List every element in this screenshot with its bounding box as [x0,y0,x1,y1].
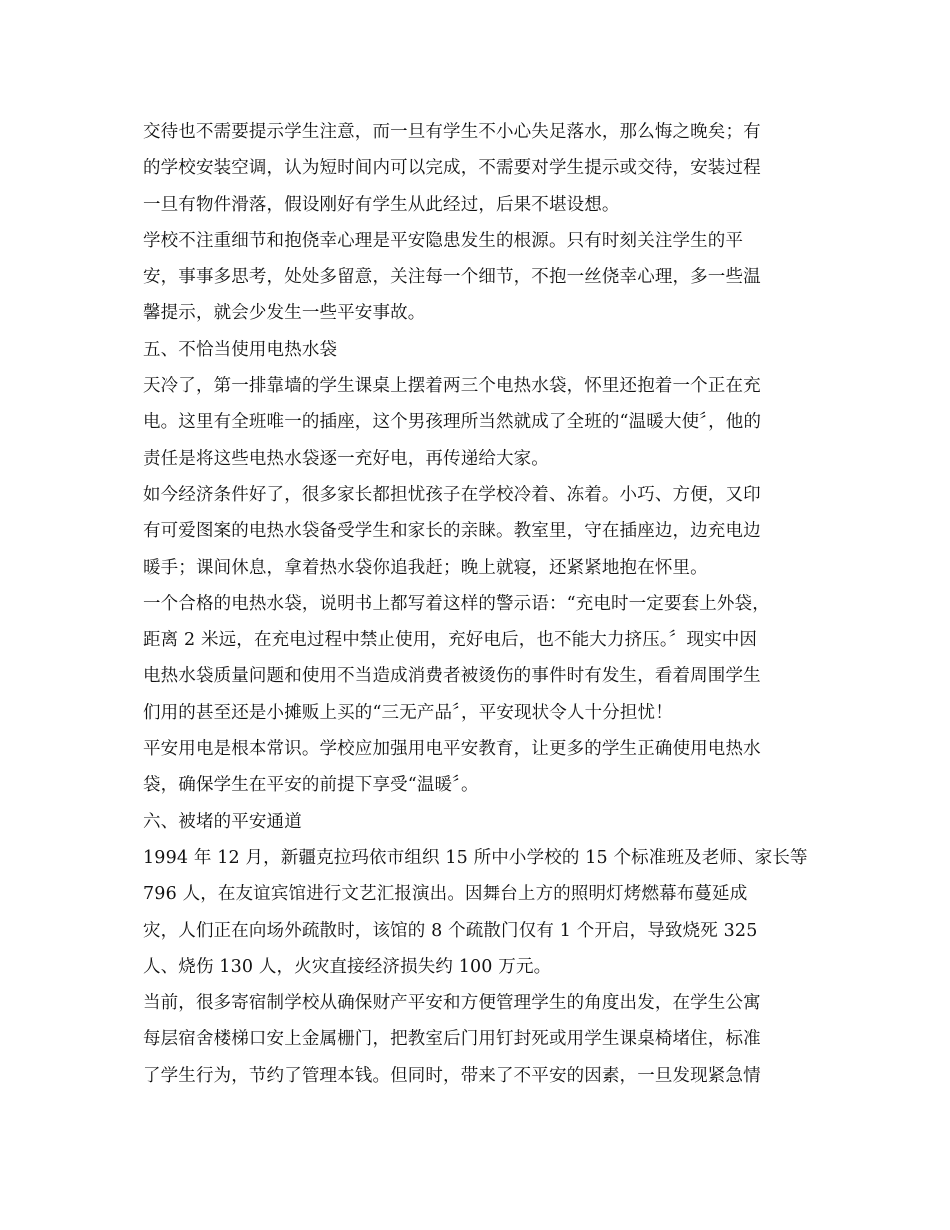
text-line: 暖手；课间休息，拿着热水袋你追我赶；晚上就寝，还紧紧地抱在怀里。 [143,557,708,578]
text-line: 责任是将这些电热水袋逐一充好电，再传递给大家。 [143,448,549,469]
text-line: 每层宿舍楼梯口安上金属栅门，把教室后门用钉封死或用学生课桌椅堵住，标准 [143,1029,761,1050]
text-line: 安，事事多思考，处处多留意，关注每一个细节，不抱一丝侥幸心理，多一些温 [143,267,761,288]
text-line: 796 人，在友谊宾馆进行文艺汇报演出。因舞台上方的照明灯烤燃幕布蔓延成 [143,884,748,905]
text-line: 电热水袋质量问题和使用不当造成消费者被烫伤的事件时有发生，看着周围学生 [143,666,761,687]
text-line: 如今经济条件好了，很多家长都担忧孩子在学校冷着、冻着。小巧、方便，又印 [143,484,761,505]
text-line: 天冷了，第一排靠墙的学生课桌上摆着两三个电热水袋，怀里还抱着一个正在充 [143,376,761,397]
section-heading: 五、不恰当使用电热水袋 [143,339,338,360]
text-line: 一旦有物件滑落，假设刚好有学生从此经过，后果不堪设想。 [143,194,620,215]
text-line: 们用的甚至还是小摊贩上买的“三无产品〞，平安现状令人十分担忧！ [143,702,673,723]
text-line: 有可爱图案的电热水袋备受学生和家长的亲睐。教室里，守在插座边，边充电边 [143,521,761,542]
text-line: 了学生行为，节约了管理本钱。但同时，带来了不平安的因素，一旦发现紧急情 [143,1065,761,1086]
text-line: 灾，人们正在向场外疏散时，该馆的 8 个疏散门仅有 1 个开启，导致烧死 325 [143,920,758,941]
text-line: 袋，确保学生在平安的前提下享受“温暖〞。 [143,775,479,796]
text-line: 1994 年 12 月，新疆克拉玛依市组织 15 所中小学校的 15 个标准班及老师、家长等 [143,847,808,868]
section-heading: 六、被堵的平安通道 [143,811,302,832]
text-line: 的学校安装空调，认为短时间内可以完成，不需要对学生提示或交待，安装过程 [143,158,761,179]
text-line: 学校不注重细节和抱侥幸心理是平安隐患发生的根源。只有时刻关注学生的平 [143,230,744,251]
text-line: 距离 2 米远，在充电过程中禁止使用，充好电后，也不能大力挤压。〞现实中因 [143,630,758,651]
document-body [143,114,823,1094]
text-line: 人、烧伤 130 人，火灾直接经济损失约 100 万元。 [143,956,552,977]
text-line: 交待也不需要提示学生注意，而一旦有学生不小心失足落水，那么悔之晚矣；有 [143,122,761,142]
text-line: 一个合格的电热水袋，说明书上都写着这样的警示语：“充电时一定要套上外袋， [143,593,770,614]
text-line: 平安用电是根本常识。学校应加强用电平安教育，让更多的学生正确使用电热水 [143,739,761,760]
text-line: 电。这里有全班唯一的插座，这个男孩理所当然就成了全班的“温暖大使〞，他的 [143,412,762,433]
text-line: 馨提示，就会少发生一些平安事故。 [143,303,426,324]
text-line: 当前，很多寄宿制学校从确保财产平安和方便管理学生的角度出发，在学生公寓 [143,993,761,1014]
